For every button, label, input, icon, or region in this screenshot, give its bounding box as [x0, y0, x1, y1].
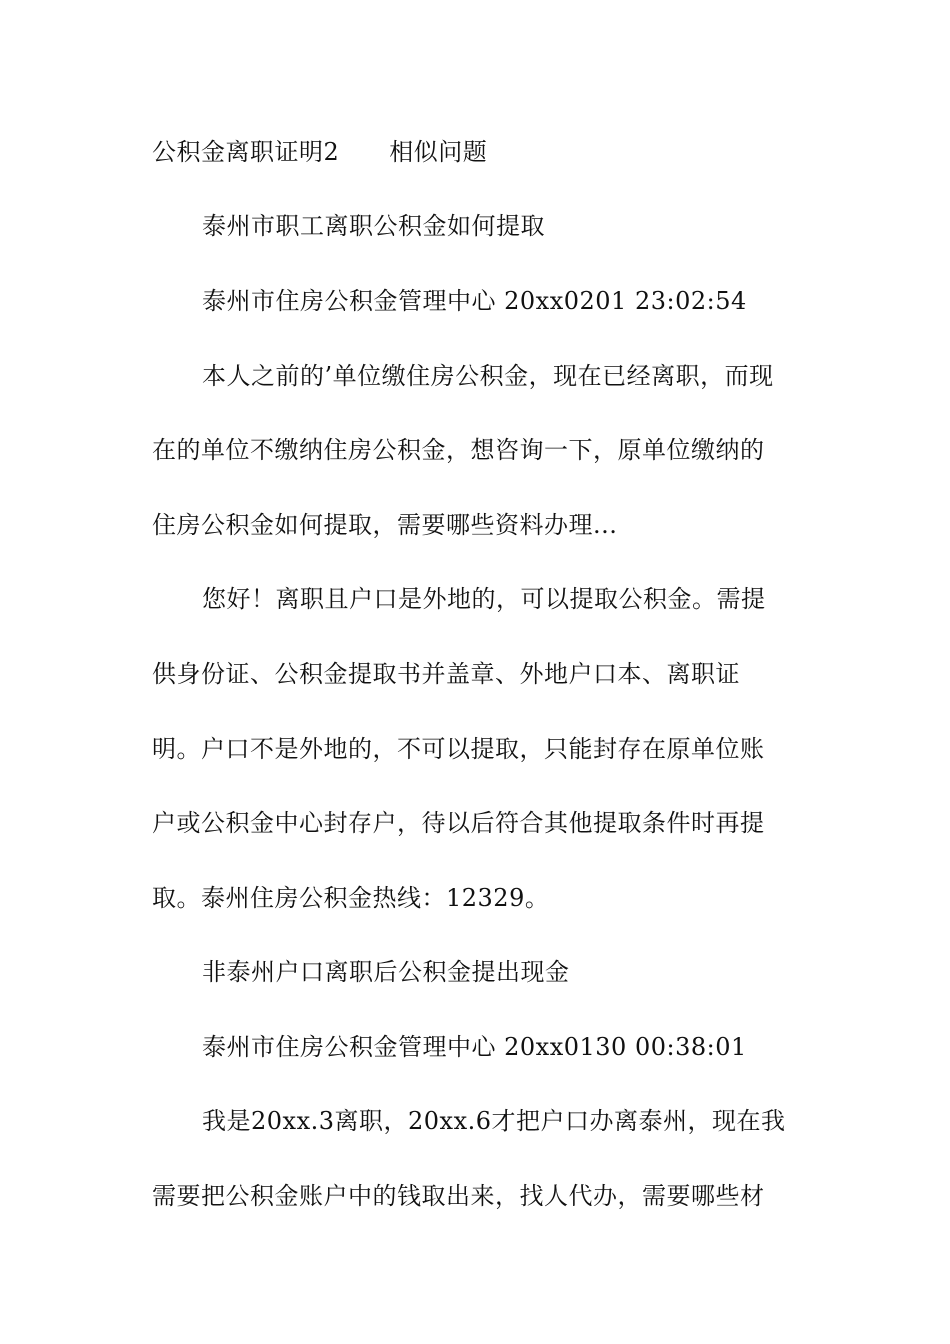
- question-source-2: 泰州市住房公积金管理中心 20xx0130 00:38:01: [202, 1033, 747, 1061]
- question-body-line: 本人之前的’单位缴住房公积金，现在已经离职，而现: [202, 362, 774, 390]
- question-title-2: 非泰州户口离职后公积金提出现金: [202, 958, 570, 986]
- question-body-line: 需要把公积金账户中的钱取出来，找人代办，需要哪些材: [152, 1182, 765, 1210]
- answer-body-line: 供身份证、公积金提取书并盖章、外地户口本、离职证: [152, 660, 740, 688]
- question-body-line: 我是20xx.3离职，20xx.6才把户口办离泰州，现在我: [202, 1107, 786, 1135]
- heading-title: 公积金离职证明2: [152, 138, 340, 166]
- question-body-line: 在的单位不缴纳住房公积金，想咨询一下，原单位缴纳的: [152, 436, 765, 464]
- question-title-1: 泰州市职工离职公积金如何提取: [202, 212, 545, 240]
- answer-body-line: 户或公积金中心封存户，待以后符合其他提取条件时再提: [152, 809, 765, 837]
- heading-subtitle: 相似问题: [389, 138, 488, 166]
- question-source-1: 泰州市住房公积金管理中心 20xx0201 23:02:54: [202, 287, 747, 315]
- document-heading: [152, 136, 812, 168]
- answer-body-line: 明。户口不是外地的，不可以提取，只能封存在原单位账: [152, 735, 765, 763]
- answer-body-line: 您好！离职且户口是外地的，可以提取公积金。需提: [202, 585, 766, 613]
- question-body-line: 住房公积金如何提取，需要哪些资料办理...: [152, 511, 618, 539]
- answer-body-line: 取。泰州住房公积金热线：12329。: [152, 884, 550, 912]
